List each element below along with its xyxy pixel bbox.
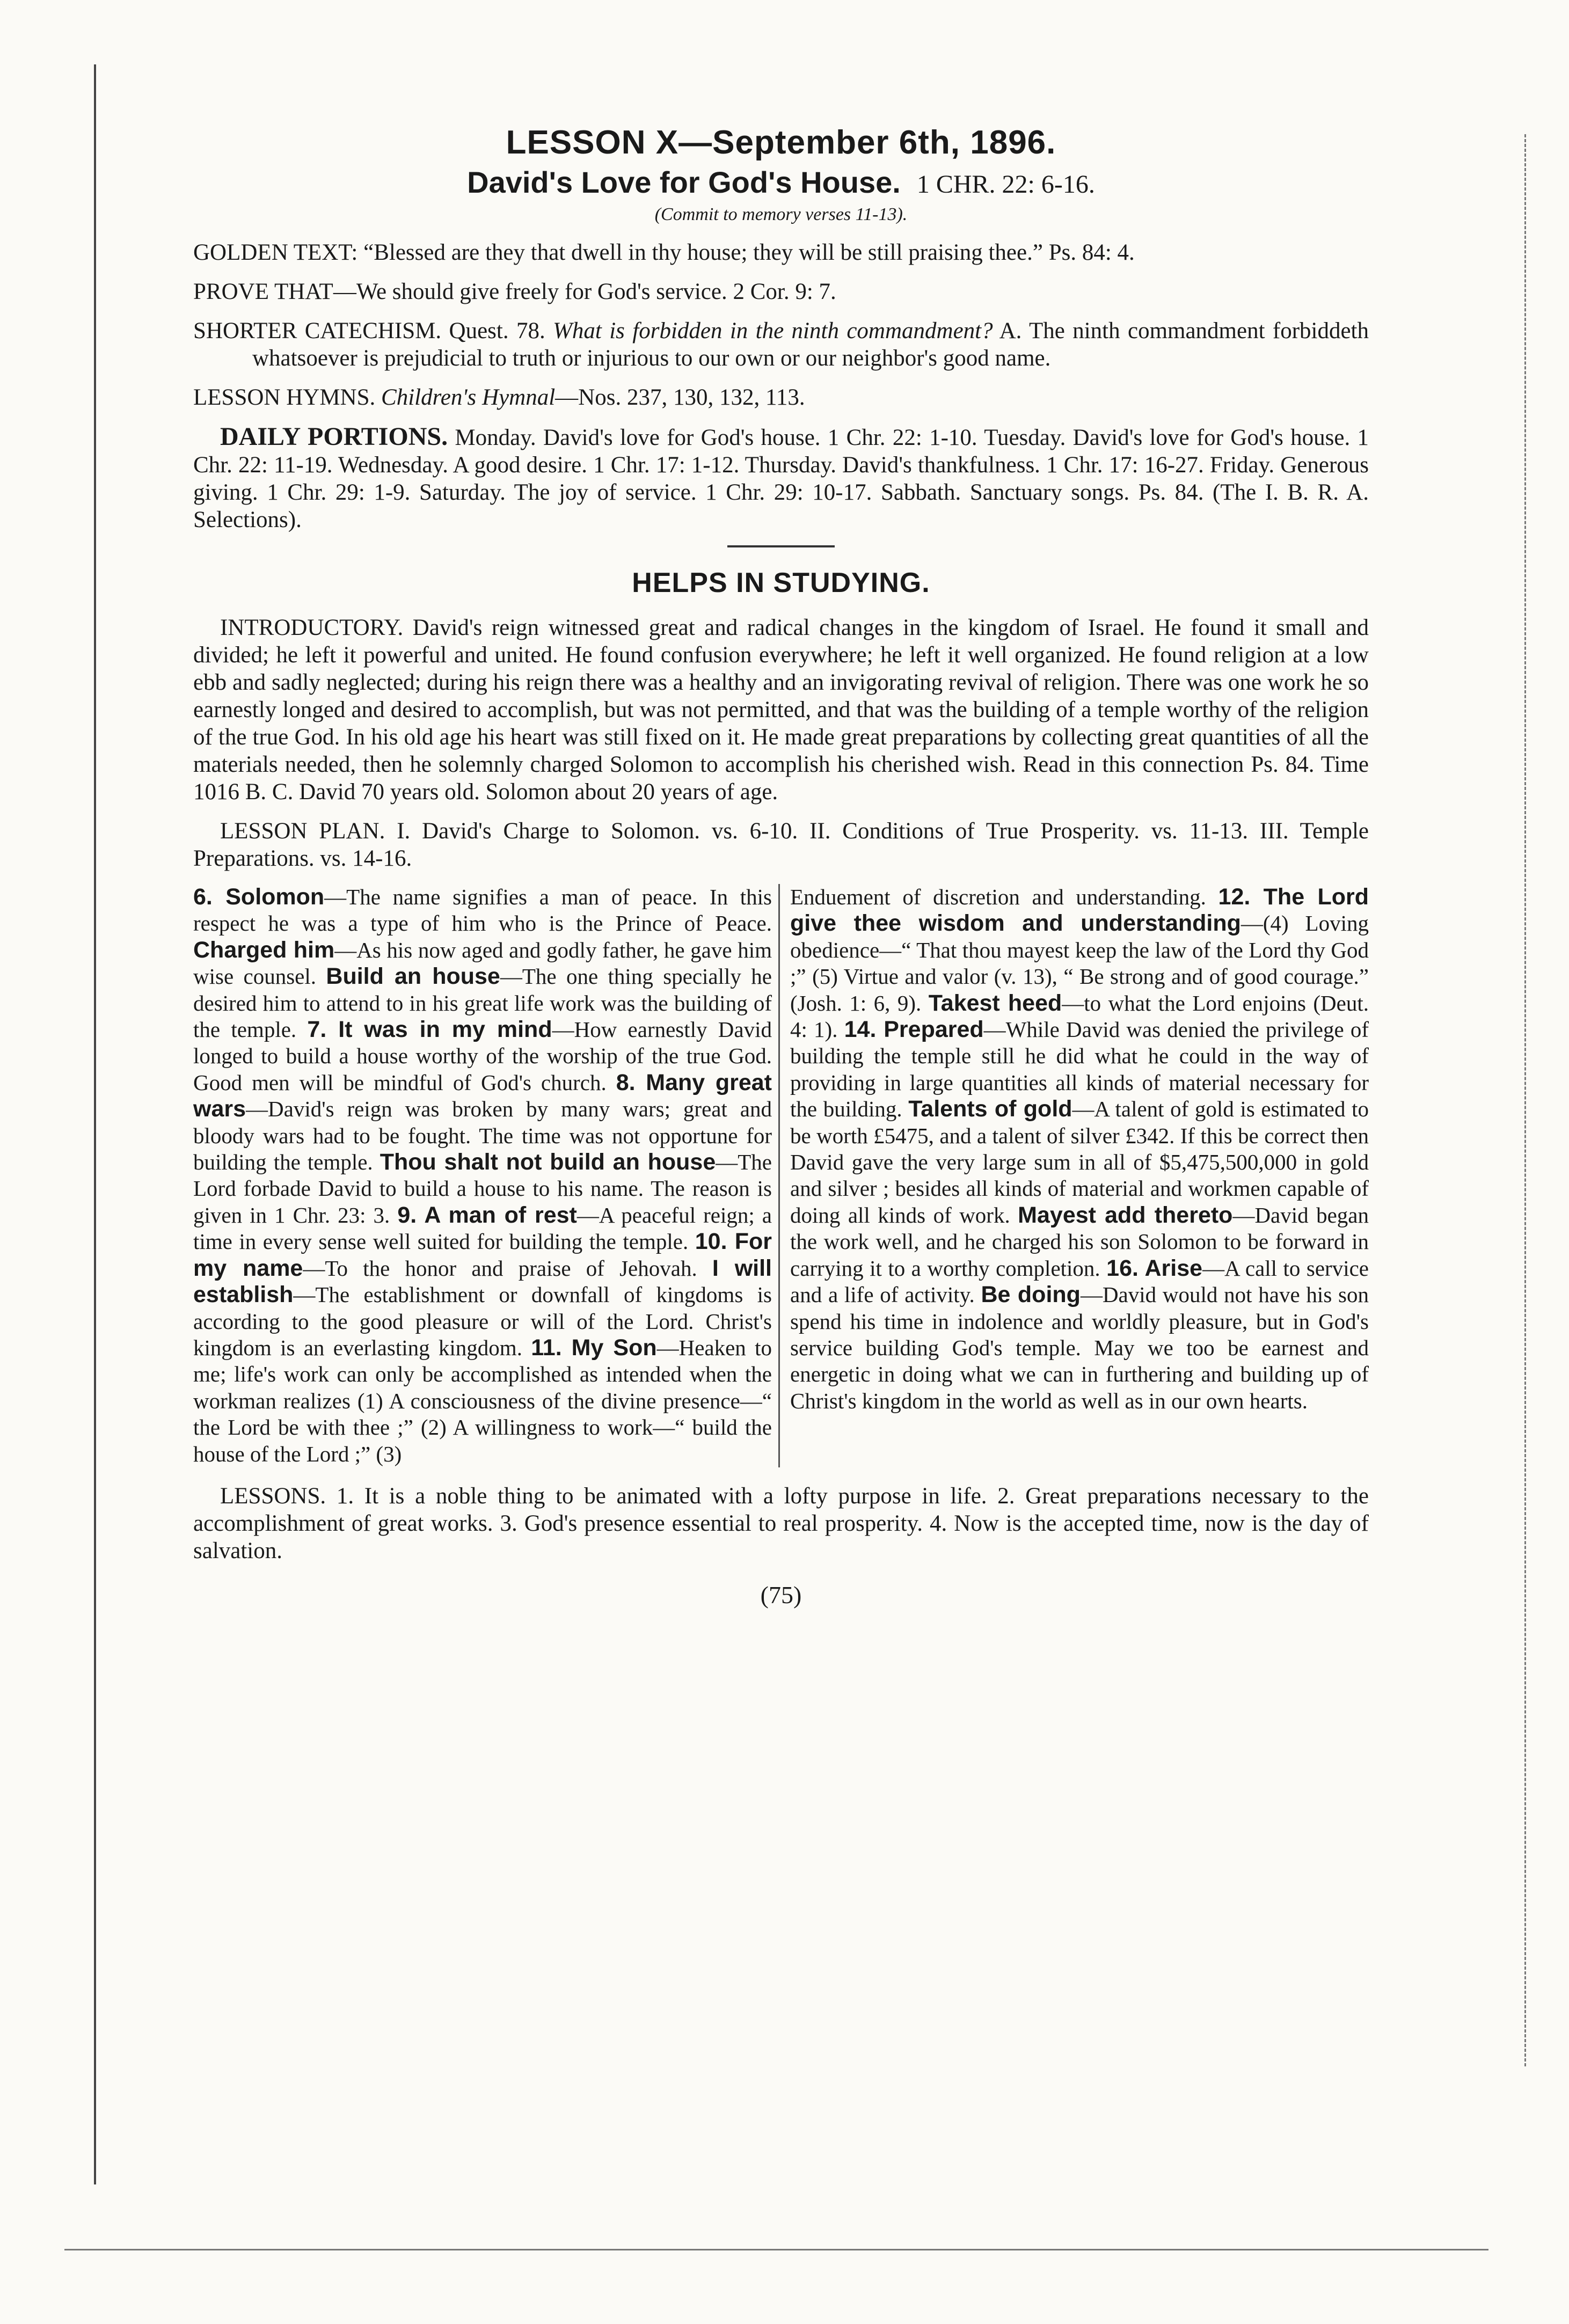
keyword: Be doing xyxy=(981,1282,1081,1308)
left-margin-rule xyxy=(94,64,96,2184)
helps-title: HELPS IN STUDYING. xyxy=(632,567,930,598)
keyword: 7. It was in my mind xyxy=(307,1017,552,1043)
document-page xyxy=(193,123,1369,1609)
keyword: 6. Solomon xyxy=(193,884,325,910)
keyword: Talents of gold xyxy=(908,1096,1072,1122)
keyword: 12. The Lord give thee wisdom and understanding xyxy=(790,884,1369,937)
bottom-rule xyxy=(64,2249,1488,2250)
daily-portions-text: Monday. David's love for God's house. 1 Chr. 22: 1-10. Tuesday. David's love for God's house. 1 Chr. 22: 11-19. Wednesday. A good desire. 1 Chr. 17: 1-12. Thursday. David's thankfulness. 1 Chr. 17: 16-27. Friday. Generous giving. 1 Chr. 29: 1-9. Saturday. The joy of service. 1 Chr. 29: 10-17. Sabbath. Sanctuary songs. Ps. 84. (The I. B. R. A. Selections). xyxy=(193,425,1369,532)
lessons-text: 1. It is a noble thing to be animated with a lofty purpose in life. 2. Great preparations necessary to the accomplishment of great works. 3. God's presence essential to real prosperity. 4. Now is the accepted time, now is the day of salvation. xyxy=(193,1483,1369,1563)
commentary-right-column xyxy=(784,884,1369,1467)
memory-note: (Commit to memory verses 11-13). xyxy=(654,204,908,224)
section-divider xyxy=(727,545,835,547)
commentary-text: —A peaceful reign; a time in every sense well suited for building the temple. xyxy=(193,1202,772,1254)
introductory-label: INTRODUCTORY. xyxy=(220,615,404,640)
golden-text-body: “Blessed are they that dwell in thy house; they will be still praising thee.” Ps. 84: 4. xyxy=(363,240,1135,265)
shorter-catechism xyxy=(193,317,1369,372)
catechism-answer: A. The ninth commandment forbiddeth whatsoever is prejudicial to truth or injurious to our own or our neighbor's good name. xyxy=(252,318,1369,371)
commentary-text: —(4) Loving obedience—“ That thou mayest keep the law of the Lord thy God ;” (5) Virtue and valor (v. 13), “ Be strong and of good courage.” (Josh. 1: 6, 9). xyxy=(790,911,1369,1015)
keyword: 9. A man of rest xyxy=(397,1202,577,1228)
golden-text xyxy=(193,239,1369,266)
commentary-text: —A call to service and a life of activity. xyxy=(790,1255,1369,1307)
lesson-title: LESSON X—September 6th, 1896. xyxy=(506,124,1056,161)
commentary-text: —The Lord forbade David to build a house to his name. The reason is given in 1 Chr. 23: 3. xyxy=(193,1150,772,1227)
lesson-plan-label: LESSON PLAN. xyxy=(220,818,385,844)
keyword: Charged him xyxy=(193,937,335,963)
keyword: 16. Arise xyxy=(1106,1255,1203,1281)
keyword: 14. Prepared xyxy=(844,1017,984,1043)
daily-portions-heading: DAILY PORTIONS. xyxy=(220,422,448,451)
right-margin-rule xyxy=(1524,134,1526,2066)
commentary-text: —A talent of gold is estimated to be worth £5475, and a talent of silver £342. If this be correct then David gave the very large sum in all of $5,475,500,000 in gold and silver ; besides all kinds of material and workmen capable of doing all kinds of work. xyxy=(790,1097,1369,1227)
hymns-label: LESSON HYMNS. xyxy=(193,385,376,410)
hymns-book: Children's Hymnal xyxy=(381,385,556,410)
keyword: 11. My Son xyxy=(531,1334,657,1361)
prove-that-body: —We should give freely for God's service. 2 Cor. 9: 7. xyxy=(333,279,836,304)
keyword: 8. Many great wars xyxy=(193,1069,772,1122)
lesson-hymns xyxy=(193,384,1369,411)
commentary-text: —How earnestly David longed to build a house worthy of the worship of the true God. Good men will be mindful of God's church. xyxy=(193,1017,772,1095)
commentary-text: —To the honor and praise of Jehovah. xyxy=(303,1255,712,1281)
lessons-label: LESSONS. xyxy=(220,1483,326,1509)
keyword: Thou shalt not build an house xyxy=(380,1149,716,1175)
commentary-text: Enduement of discretion and understanding. xyxy=(790,885,1218,909)
commentary-text: —As his now aged and godly father, he gave him wise counsel. xyxy=(193,937,772,989)
lesson-plan xyxy=(193,817,1369,872)
catechism-question: What is forbidden in the ninth commandment? xyxy=(553,318,993,344)
introductory-text: David's reign witnessed great and radical changes in the kingdom of Israel. He found it small and divided; he left it powerful and united. He found confusion everywhere; he left it well organized. He found religion at a low ebb and sadly neglected; during his reign there was a healthy and an invigorating revival of religion. There was one work he so earnestly longed and desired to accomplish, but was not permitted, and that was the building of a temple worthy of the religion of the true God. In his old age his heart was still fixed on it. He made great preparations by collecting great quantities of all the materials needed, then he solemnly charged Solomon to accomplish his cherished wish. Read in this connection Ps. 84. Time 1016 B. C. David 70 years old. Solomon about 20 years of age. xyxy=(193,615,1369,805)
lesson-subtitle xyxy=(193,165,1369,200)
commentary-text: —The one thing specially he desired him to attend to in his great life work was the building of the temple. xyxy=(193,964,772,1042)
lesson-plan-text: I. David's Charge to Solomon. vs. 6-10. II. Conditions of True Prosperity. vs. 11-13. III. Temple Preparations. vs. 14-16. xyxy=(193,818,1369,871)
commentary-text: —While David was denied the privilege of building the temple still he did what he could in the way of providing in large quantities all kinds of material necessary for the building. xyxy=(790,1017,1369,1122)
scripture-ref: 1 CHR. 22: 6-16. xyxy=(916,170,1095,199)
keyword: Mayest add thereto xyxy=(1018,1202,1233,1228)
catechism-quest: Quest. 78. xyxy=(449,318,545,344)
catechism-label: SHORTER CATECHISM. xyxy=(193,318,442,344)
keyword: Build an house xyxy=(326,963,500,990)
introductory xyxy=(193,614,1369,806)
commentary-left-column xyxy=(193,884,780,1467)
keyword: 10. For my name xyxy=(193,1229,772,1281)
golden-text-label: GOLDEN TEXT: xyxy=(193,240,358,265)
commentary-text: —Heaken to me; life's work can only be accomplished as intended when the workman realizes (1) A consciousness of the divine presence—“ the Lord be with thee ;” (2) A willingness to work—“ build the house of the Lord ;” (3) xyxy=(193,1335,772,1466)
prove-that xyxy=(193,278,1369,305)
keyword: I will establish xyxy=(193,1255,772,1308)
hymns-numbers: —Nos. 237, 130, 132, 113. xyxy=(555,385,805,410)
commentary-columns xyxy=(193,884,1369,1467)
daily-portions xyxy=(193,423,1369,534)
page-number: (75) xyxy=(760,1581,802,1609)
keyword: Takest heed xyxy=(928,990,1062,1016)
lessons xyxy=(193,1482,1369,1565)
commentary-text: —David's reign was broken by many wars; great and bloody wars had to be fought. The time was not opportune for building the temple. xyxy=(193,1097,772,1175)
commentary-text: —The name signifies a man of peace. In this respect he was a type of him who is the Prince of Peace. xyxy=(193,885,772,936)
commentary-text: —David began the work well, and he charged his son Solomon to be forward in carrying it to a worthy completion. xyxy=(790,1202,1369,1281)
commentary-text: —to what the Lord enjoins (Deut. 4: 1). xyxy=(790,990,1369,1042)
subtitle-text: David's Love for God's House. xyxy=(467,165,901,199)
commentary-text: —David would not have his son spend his time in indolence and worldly pleasure, but in God's service building God's temple. May we too be earnest and energetic in doing what we can in furthering and building up of Christ's kingdom in the world as well as in our own hearts. xyxy=(790,1282,1369,1413)
commentary-text: —The establishment or downfall of kingdoms is according to the good pleasure or will of the Lord. Christ's kingdom is an everlasting kingdom. xyxy=(193,1282,772,1360)
prove-that-label: PROVE THAT xyxy=(193,279,333,304)
